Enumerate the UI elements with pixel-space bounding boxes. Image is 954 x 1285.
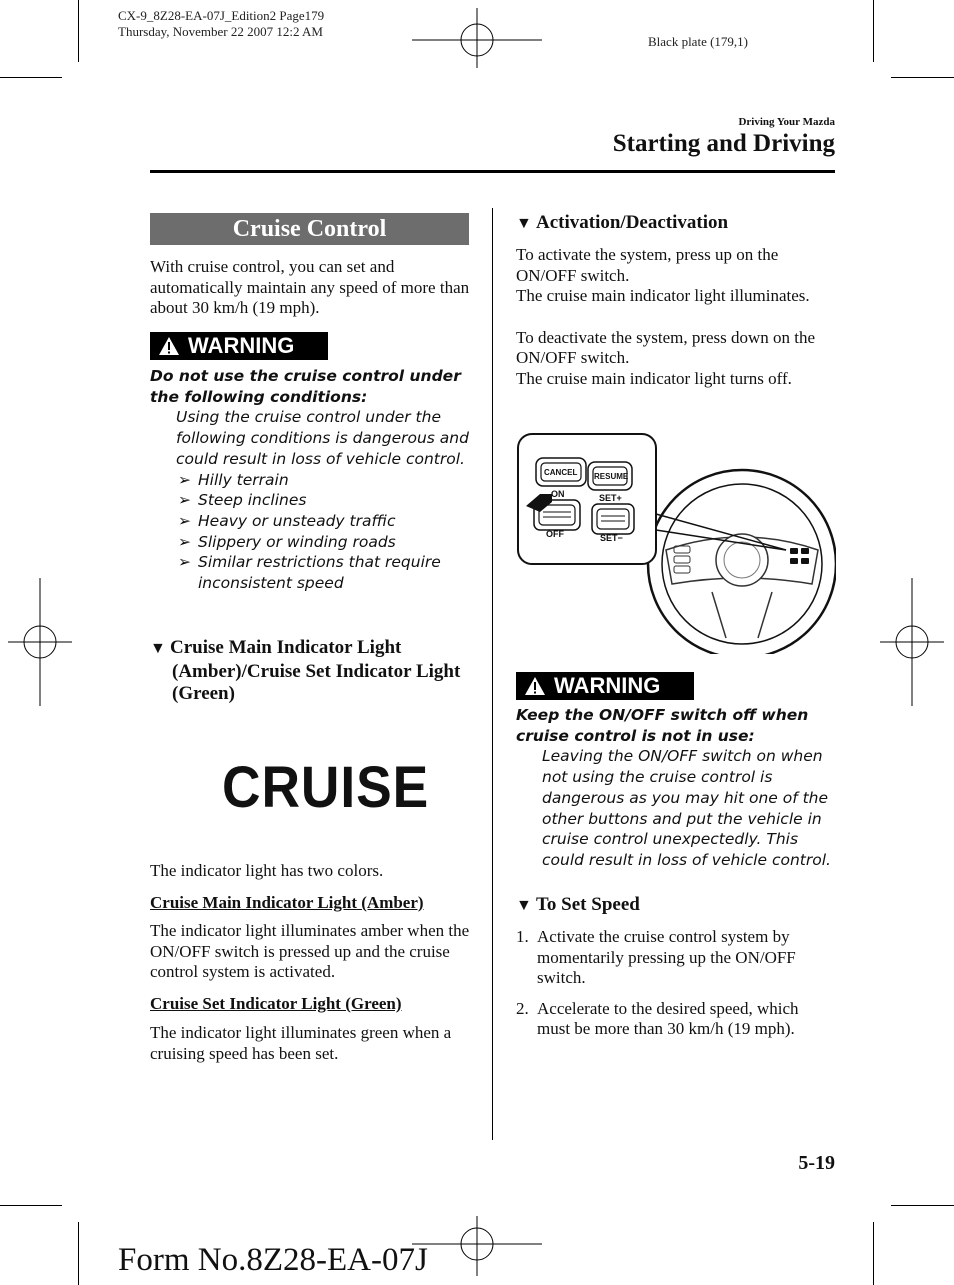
- cruise-indicator-symbol: CRUISE: [222, 755, 430, 820]
- set-speed-steps: [516, 927, 834, 1040]
- bullet-arrow-icon: ➢: [178, 511, 191, 530]
- print-header-line2: Thursday, November 22 2007 12:2 AM: [118, 24, 323, 39]
- registration-mark-left: [8, 578, 72, 706]
- crop-mark: [78, 0, 79, 62]
- resume-button-label: RESUME: [594, 472, 629, 481]
- crop-mark: [0, 77, 62, 78]
- bullet-arrow-icon: ➢: [178, 532, 191, 551]
- green-heading: Cruise Set Indicator Light (Green): [150, 994, 402, 1013]
- activate-instruction: To activate the system, press up on the ON/OFF switch.: [516, 245, 779, 285]
- amber-text: The indicator light illuminates amber when the ON/OFF switch is pressed up and the cruise control system is activated.: [150, 921, 470, 981]
- registration-mark-top: [412, 8, 542, 68]
- list-item: ➢ Steep inclines: [178, 491, 307, 510]
- warning-label: WARNING: [188, 333, 295, 358]
- heading-triangle-icon: ▼: [516, 215, 532, 232]
- crop-mark: [0, 1205, 62, 1206]
- warning-badge: [516, 672, 694, 700]
- set-minus-label: SET−: [600, 533, 623, 543]
- column-divider: [492, 208, 493, 1140]
- registration-mark-right: [880, 578, 944, 706]
- green-text: The indicator light illuminates green when a cruising speed has been set.: [150, 1023, 452, 1063]
- activation-text: [516, 245, 834, 389]
- set-plus-label: SET+: [599, 493, 622, 503]
- indicator-light-heading: ▼ Cruise Main Indicator Light (Amber)/Cruise Set Indicator Light (Green): [150, 637, 461, 704]
- intro-text: With cruise control, you can set and automatically maintain any speed of more than about 30 km/h (19 mph).: [150, 257, 470, 317]
- warning-block-left: [150, 366, 480, 594]
- plate-label: Black plate (179,1): [648, 34, 748, 49]
- bullet-arrow-icon: ➢: [178, 470, 191, 489]
- list-item: 1. Activate the cruise control system by momentarily pressing up the ON/OFF switch.: [516, 927, 796, 987]
- two-colors-text: The indicator light has two colors.: [150, 861, 384, 880]
- steering-wheel-figure: [516, 432, 836, 654]
- crop-mark: [873, 0, 874, 62]
- amber-heading: Cruise Main Indicator Light (Amber): [150, 893, 424, 912]
- condition-list: [150, 470, 480, 594]
- activate-result: The cruise main indicator light illuminates.: [516, 286, 810, 305]
- deactivate-result: The cruise main indicator light turns off.: [516, 368, 792, 388]
- print-header: [118, 8, 324, 40]
- list-item: ➢ Heavy or unsteady traffic: [178, 511, 396, 530]
- warning-body: Using the cruise control under the following conditions is dangerous and could result in loss of vehicle control.: [176, 408, 469, 468]
- section-title: Starting and Driving: [612, 130, 835, 157]
- cancel-button-label: CANCEL: [544, 468, 578, 477]
- list-item: ➢ Similar restrictions that require inconsistent speed: [178, 553, 441, 593]
- warning-body: Leaving the ON/OFF switch on when not using the cruise control is dangerous as you may hit one of the other buttons and put the vehicle in cruise control unexpectedly. This could result in loss of vehicle control.: [542, 747, 831, 869]
- warning-triangle-icon: [158, 336, 180, 356]
- page-number: 5-19: [798, 1152, 835, 1174]
- registration-mark-bottom: [412, 1216, 542, 1276]
- activation-heading: ▼ Activation/Deactivation: [516, 212, 728, 236]
- list-item: ➢ Hilly terrain: [178, 470, 289, 489]
- warning-lead: Keep the ON/OFF switch off when cruise control is not in use:: [516, 706, 809, 745]
- warning-triangle-icon: [524, 676, 546, 696]
- crop-mark: [78, 1222, 79, 1285]
- crop-mark: [891, 1205, 954, 1206]
- deactivate-instruction: To deactivate the system, press down on the ON/OFF switch.: [516, 327, 816, 367]
- section-rule: [150, 170, 835, 173]
- warning-lead: Do not use the cruise control under the following conditions:: [150, 367, 461, 406]
- form-number: Form No.8Z28-EA-07J: [118, 1242, 428, 1278]
- bullet-arrow-icon: ➢: [178, 553, 191, 572]
- warning-block-right: [516, 705, 842, 871]
- list-item: ➢ Slippery or winding roads: [178, 532, 396, 551]
- heading-triangle-icon: ▼: [516, 897, 532, 914]
- warning-label: WARNING: [554, 673, 661, 698]
- list-item: 2. Accelerate to the desired speed, which must be more than 30 km/h (19 mph).: [516, 998, 799, 1038]
- section-subtitle: Driving Your Mazda: [738, 116, 835, 128]
- off-label: OFF: [546, 529, 564, 539]
- crop-mark: [873, 1222, 874, 1285]
- bullet-arrow-icon: ➢: [178, 491, 191, 510]
- crop-mark: [891, 77, 954, 78]
- on-label: ON: [551, 489, 565, 499]
- set-speed-heading: ▼ To Set Speed: [516, 894, 640, 918]
- warning-badge: [150, 332, 328, 360]
- cruise-control-banner: Cruise Control: [150, 213, 469, 245]
- heading-triangle-icon: ▼: [150, 640, 166, 657]
- print-header-line1: CX-9_8Z28-EA-07J_Edition2 Page179: [118, 8, 325, 23]
